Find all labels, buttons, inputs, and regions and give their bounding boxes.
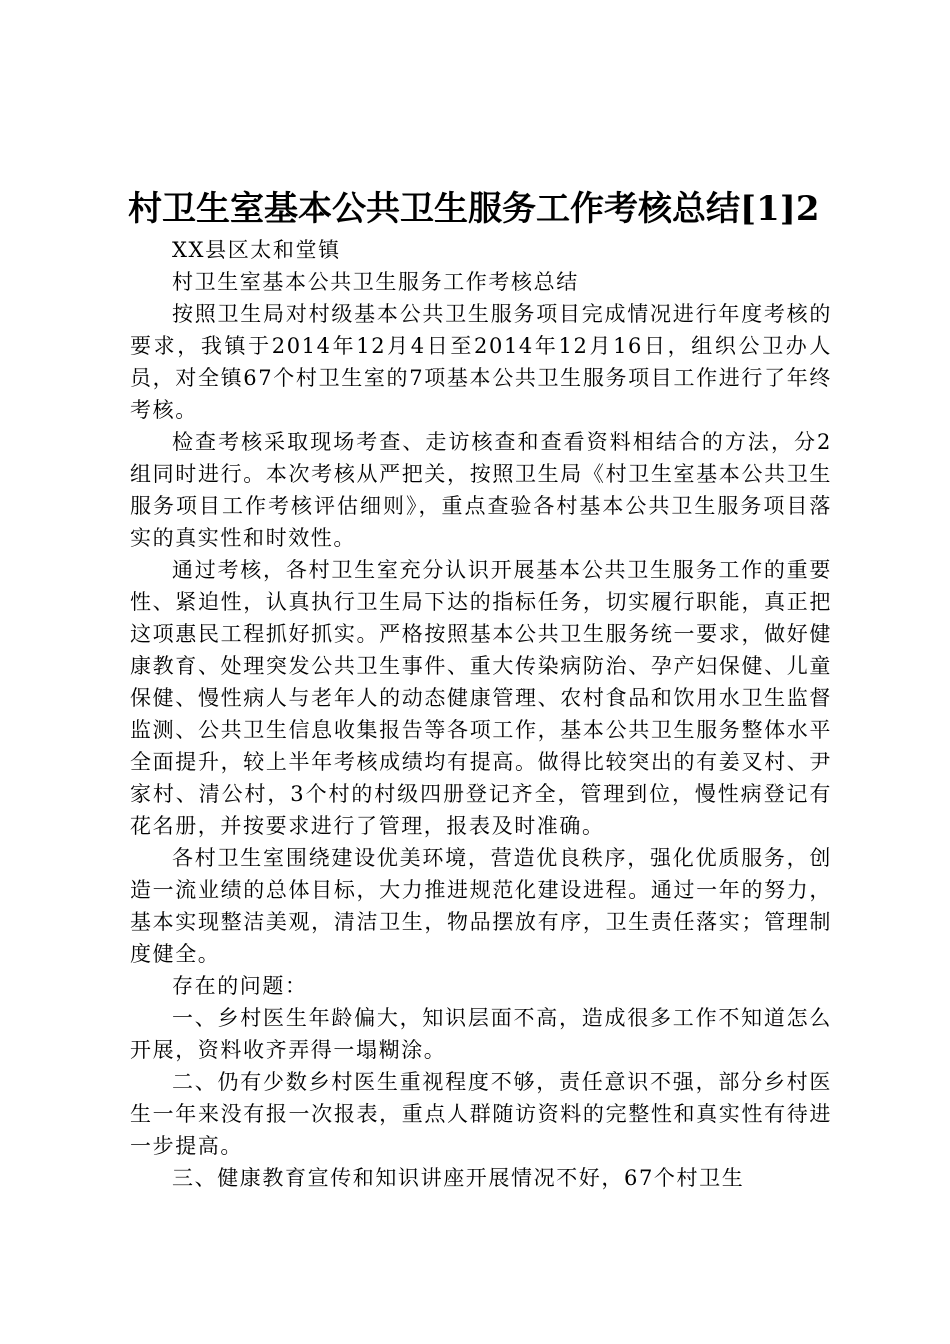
paragraph-6: 一、乡村医生年龄偏大，知识层面不高，造成很多工作不知道怎么开展，资料收齐弄得一塌糊涂。 bbox=[130, 1006, 832, 1062]
paragraph-1: 按照卫生局对村级基本公共卫生服务项目完成情况进行年度考核的要求，我镇于2014年12月4日至2014年12月16日，组织公卫办人员，对全镇67个村卫生室的7项基本公共卫生服务项目工作进行了年终考核。 bbox=[130, 302, 832, 422]
organization-line: XX县区太和堂镇 bbox=[172, 238, 341, 262]
paragraph-2: 检查考核采取现场考查、走访核查和查看资料相结合的方法，分2组同时进行。本次考核从严把关，按照卫生局《村卫生室基本公共卫生服务项目工作考核评估细则》，重点查验各村基本公共卫生服务项目落实的真实性和时效性。 bbox=[130, 430, 832, 550]
paragraph-4: 各村卫生室围绕建设优美环境，营造优良秩序，强化优质服务，创造一流业绩的总体目标，大力推进规范化建设进程。通过一年的努力，基本实现整洁美观，清洁卫生，物品摆放有序，卫生责任落实；管理制度健全。 bbox=[130, 846, 832, 966]
paragraph-7: 二、仍有少数乡村医生重视程度不够，责任意识不强，部分乡村医生一年来没有报一次报表，重点人群随访资料的完整性和真实性有待进一步提高。 bbox=[130, 1070, 832, 1158]
paragraph-3: 通过考核，各村卫生室充分认识开展基本公共卫生服务工作的重要性、紧迫性，认真执行卫生局下达的指标任务，切实履行职能，真正把这项惠民工程抓好抓实。严格按照基本公共卫生服务统一要求，做好健康教育、处理突发公共卫生事件、重大传染病防治、孕产妇保健、儿童保健、慢性病人与老年人的动态健康管理、农村食品和饮用水卫生监督监测、公共卫生信息收集报告等各项工作，基本公共卫生服务整体水平全面提升，较上半年考核成绩均有提高。做得比较突出的有姜叉村、尹家村、清公村，3个村的村级四册登记齐全，管理到位，慢性病登记有花名册，并按要求进行了管理，报表及时准确。 bbox=[130, 558, 832, 838]
paragraph-8: 三、健康教育宣传和知识讲座开展情况不好，67个村卫生 bbox=[172, 1166, 745, 1190]
subtitle-line: 村卫生室基本公共卫生服务工作考核总结 bbox=[172, 270, 579, 294]
document-body bbox=[130, 234, 832, 1194]
paragraph-5: 存在的问题： bbox=[172, 974, 308, 998]
document-title: 村卫生室基本公共卫生服务工作考核总结[1]2 bbox=[128, 189, 820, 229]
